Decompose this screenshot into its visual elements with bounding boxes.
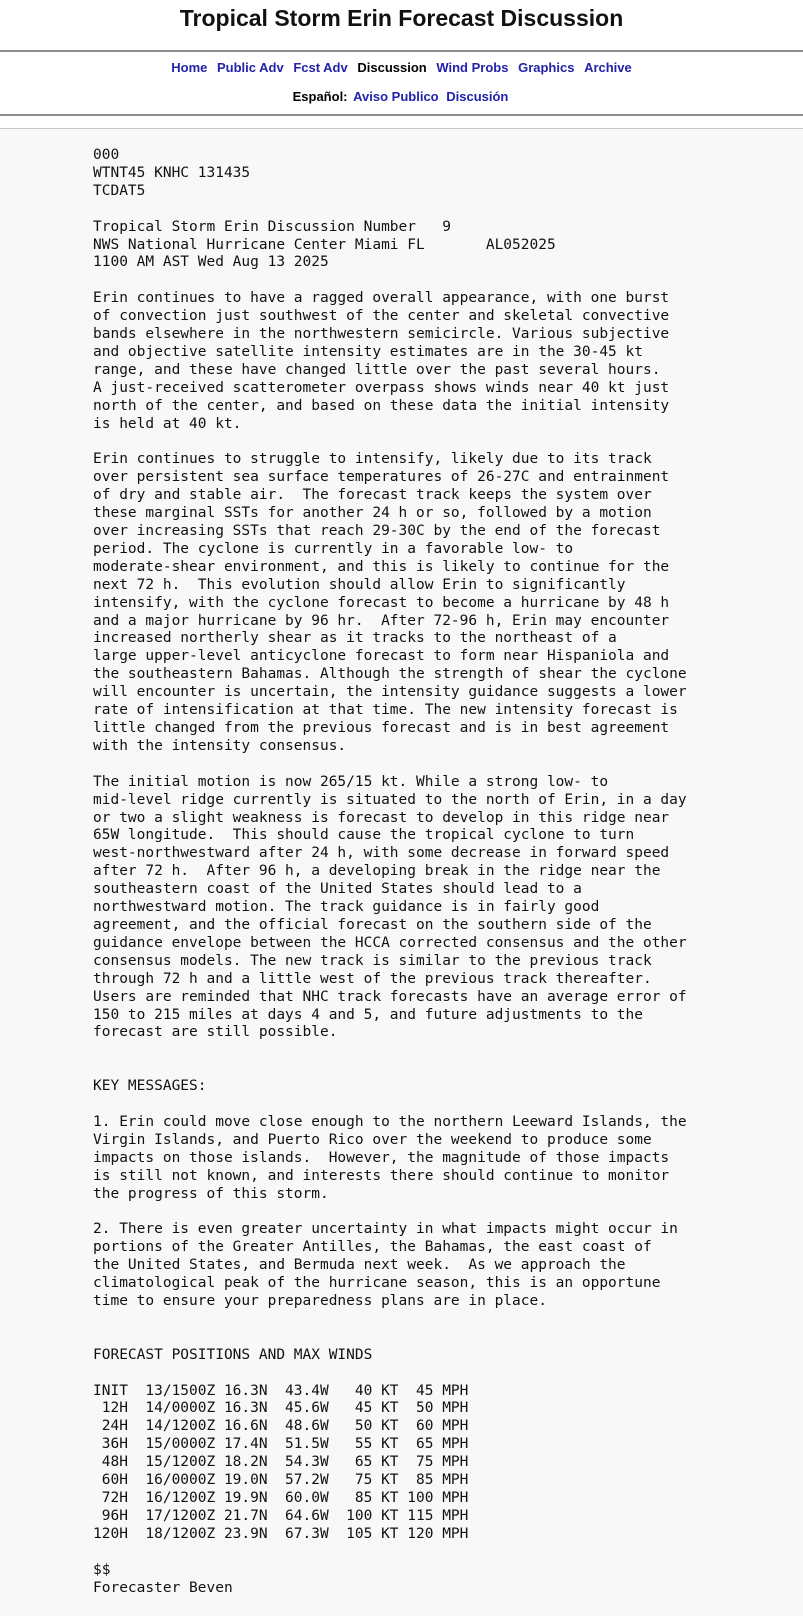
nav-link-fcst-adv[interactable]: Fcst Adv — [293, 60, 348, 75]
discussion-paragraph-forecast: Erin continues to struggle to intensify, likely due to its track over persistent sea surface temperatures of 26-27C and entrainment of dry and stable air. The forecast track keeps the system over these marginal SSTs for another 24 h or so, followed by a motion over increasing SSTs that reach 29-30C by the end of the forecast period. The cyclone is currently in a favorable low- to moderate-shear environment, and this is likely to continue for the next 72 h. This evolution should allow Erin to significantly intensify, with the cyclone forecast to become a hurricane by 48 h and a major hurricane by 96 hr. After 72-96 h, Erin may encounter increased northerly shear as it tracks to the northeast of a large upper-level anticyclone forecast to form near Hispaniola and the southeastern Bahamas. Although the strength of shear the cyclone will encounter is uncertain, the intensity guidance suggests a lower rate of intensification at that time. The new intensity forecast is little changed from the previous forecast and is in best agreement with the intensity consensus. — [93, 451, 687, 754]
spanish-label: Español: — [292, 89, 348, 104]
forecast-row: INIT 13/1500Z 16.3N 43.4W 40 KT 45 MPH — [93, 1382, 469, 1399]
nav-link-wind-probs[interactable]: Wind Probs — [436, 60, 509, 75]
discussion-text-panel — [0, 128, 803, 1616]
forecast-row: 72H 16/1200Z 19.9N 60.0W 85 KT 100 MPH — [93, 1489, 469, 1506]
nav-link-public-adv[interactable]: Public Adv — [216, 60, 284, 75]
forecast-row: 12H 14/0000Z 16.3N 45.6W 45 KT 50 MPH — [93, 1400, 469, 1417]
discussion-paragraph-motion: The initial motion is now 265/15 kt. While a strong low- to mid-level ridge currently is situated to the north of Erin, in a day or two a slight weakness is forecast to develop in this ridge near 65W longitude. This should cause the tropical cyclone to turn west-northwestward after 24 h, with some decrease in forward speed after 72 h. After 96 h, a developing break in the ridge near the southeastern coast of the United States should lead to a northwestward motion. The track guidance is in fairly good agreement, and the official forecast on the southern side of the guidance envelope between the HCCA corrected consensus and the other consensus models. The new track is similar to the previous track through 72 h and a little west of the previous track thereafter. Users are reminded that NHC track forecasts have an average error of 150 to 215 miles at days 4 and 5, and future adjustments to the forecast are still possible. — [93, 773, 687, 1041]
forecast-row: 48H 15/1200Z 18.2N 54.3W 65 KT 75 MPH — [93, 1454, 469, 1471]
page-header — [0, 0, 803, 50]
forecast-row: 60H 16/0000Z 19.0N 57.2W 75 KT 85 MPH — [93, 1472, 469, 1489]
nav-link-home[interactable]: Home — [171, 60, 208, 75]
product-nav — [0, 52, 803, 114]
forecast-heading: FORECAST POSITIONS AND MAX WINDS — [93, 1346, 373, 1363]
product-links — [0, 52, 803, 84]
forecaster-signature: Forecaster Beven — [93, 1579, 233, 1596]
key-message-2: 2. There is even greater uncertainty in what impacts might occur in portions of the Greater Antilles, the Bahamas, the east coast of the United States, and Bermuda next week. As we approach the climatological peak of the hurricane season, this is an opportune time to ensure your preparedness plans are in place. — [93, 1221, 678, 1309]
forecast-row: 24H 14/1200Z 16.6N 48.6W 50 KT 60 MPH — [93, 1418, 469, 1435]
discussion-text — [0, 129, 803, 1597]
nav-current-discussion: Discussion — [357, 60, 427, 75]
forecast-row: 120H 18/1200Z 23.9N 67.3W 105 KT 120 MPH — [93, 1525, 469, 1542]
page-title: Tropical Storm Erin Forecast Discussion — [179, 5, 624, 31]
discussion-paragraph-intensity: Erin continues to have a ragged overall appearance, with one burst of convection just southwest of the center and skeletal convective bands elsewhere in the northwestern semicircle. Various subjective and objective satellite intensity estimates are in the 30-45 kt range, and these have changed little over the past several hours. A just-received scatterometer overpass shows winds near 40 kt just north of the center, and based on these data the initial intensity is held at 40 kt. — [93, 290, 670, 432]
nav-link-graphics[interactable]: Graphics — [518, 60, 575, 75]
end-marker: $$ — [93, 1561, 111, 1578]
nav-divider — [0, 114, 803, 116]
nav-link-archive[interactable]: Archive — [584, 60, 632, 75]
forecast-row: 36H 15/0000Z 17.4N 51.5W 55 KT 65 MPH — [93, 1436, 469, 1453]
nav-link-aviso-publico[interactable]: Aviso Publico — [353, 89, 439, 104]
key-messages-heading: KEY MESSAGES: — [93, 1078, 207, 1095]
forecast-row: 96H 17/1200Z 21.7N 64.6W 100 KT 115 MPH — [93, 1507, 469, 1524]
nav-link-discusion[interactable]: Discusión — [446, 89, 509, 104]
key-message-1: 1. Erin could move close enough to the northern Leeward Islands, the Virgin Islands, and Puerto Rico over the weekend to produce some impacts on those islands. However, the magnitude of those impacts is still not known, and interests there should continue to monitor the progress of this storm. — [93, 1113, 687, 1202]
product-header: 000 WTNT45 KNHC 131435 TCDAT5 Tropical Storm Erin Discussion Number 9 NWS National Hurricane Center Miami FL AL052025 1100 AM AST Wed Aug 13 2025 — [93, 147, 556, 271]
spanish-links — [0, 84, 803, 105]
